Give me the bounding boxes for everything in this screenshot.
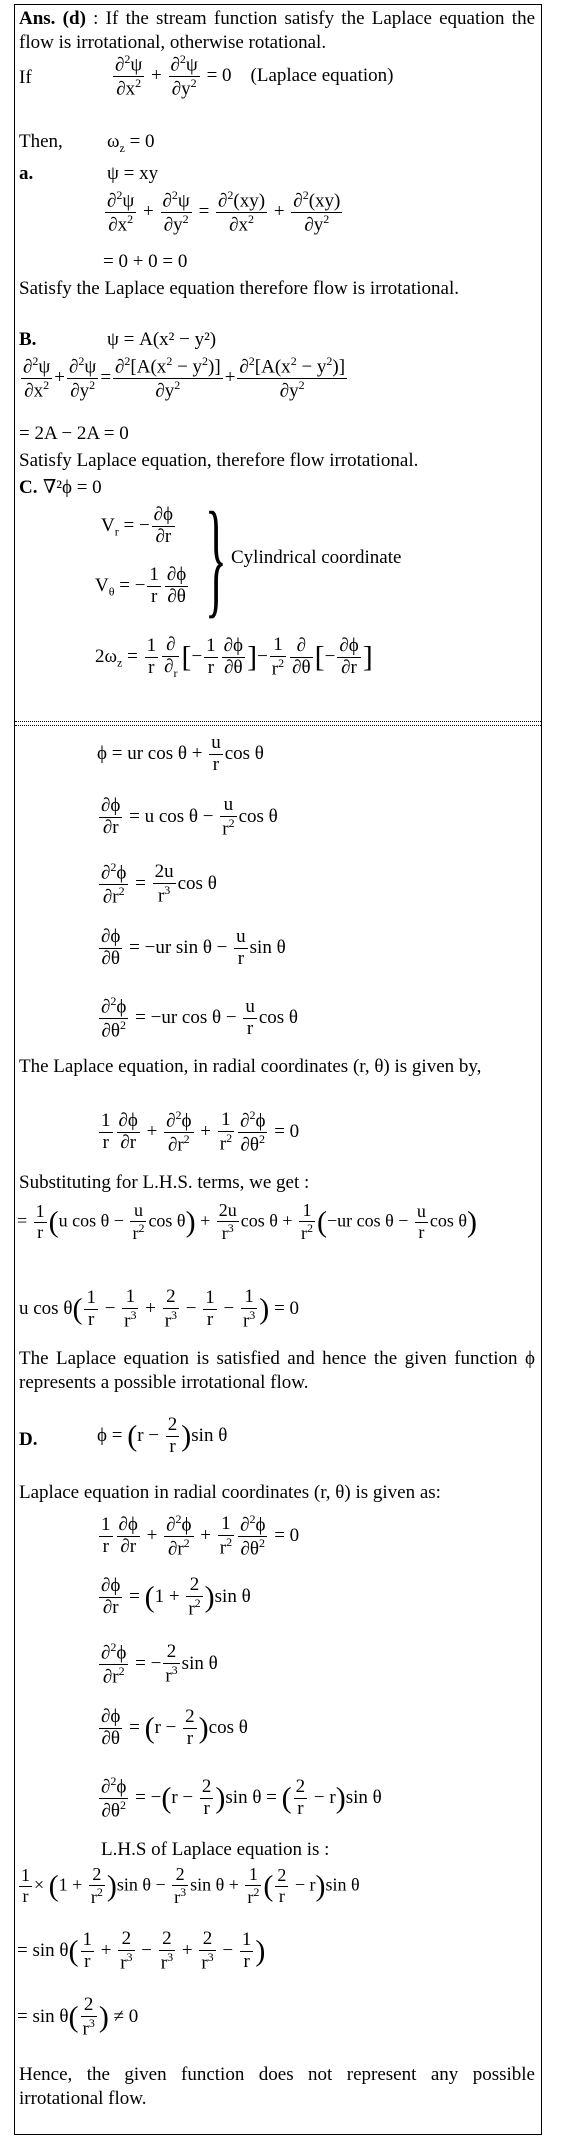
laplace-radial-eq: $\frac{1}{r}$ $\frac{\partial\phi}{\partial r}$ + $\frac{\partial^2\phi}{\partial r^2}$ + $\frac{1}{r^2}$ $\frac{\partial^2\phi}{\partial\theta^2}$ = 0 [101, 1108, 300, 1156]
hence-text: Hence, the given function does not represent any possible irrotational flow. [19, 2064, 535, 2109]
simplified-eq: u cos θ( $\frac{1}{r}$ − $\frac{1}{r^3}$ + $\frac{2}{r^3}$ − $\frac{1}{r}$ − $\frac{1}{r^3}$ ) = 0 [19, 1286, 300, 1332]
d-d2phi-dtheta2: $\frac{\partial^2\phi}{\partial\theta^2}$ = −(r − $\frac{2}{r}$ )sin θ = ( $\frac{2}{r}$ − r)sin θ [101, 1774, 382, 1822]
part-d-label: D. [19, 1429, 38, 1450]
part-c-equation: ∇²ϕ = 0 [43, 477, 102, 498]
d2phi-dr2: $\frac{\partial^2\phi}{\partial r^2}$ = $\frac{2u}{r^3}$ cos θ [101, 860, 217, 908]
d-dphi-dtheta: $\frac{\partial\phi}{\partial\theta}$ = (r − $\frac{2}{r}$ )cos θ [101, 1706, 248, 1749]
dphi-dr: $\frac{\partial\phi}{\partial r}$ = u cos θ − $\frac{u}{r^2}$ cos θ [101, 794, 278, 840]
satisfied-text: The Laplace equation is satisfied and hence the given function ϕ represents a possible irrotational flow. [19, 1348, 535, 1393]
dotted-separator-2 [15, 725, 541, 726]
laplace-radial-eq-2: $\frac{1}{r}$ $\frac{\partial\phi}{\partial r}$ + $\frac{\partial^2\phi}{\partial r^2}$ + $\frac{1}{r^2}$ $\frac{\partial^2\phi}{\partial\theta^2}$ = 0 [101, 1512, 300, 1560]
answer-box [14, 4, 542, 2135]
part-b-laplace: $\frac{\partial^2\psi}{\partial x^2}$ + $\frac{\partial^2\psi}{\partial y^2}$ = $\frac{\partial^2[A(x^2 - y^2)]}{\partial y^2}$ + $\frac{\partial^2[A(x^2 - y^2)]}{\partial y^2}$ [23, 354, 346, 402]
lhs-expression: $\frac{1}{r}$ × (1 + $\frac{2}{r^2}$ )sin θ − $\frac{2}{r^3}$ sin θ + $\frac{1}{r^2}$ ( $\frac{2}{r}$ − r)sin θ [21, 1864, 360, 1907]
substitution-eq: = $\frac{1}{r}$ (u cos θ − $\frac{u}{r^2}$ cos θ) + $\frac{2u}{r^3}$ cos θ + $\frac{1}{r^2}$ (−ur cos θ − $\frac{u}{r}$ cos θ) [17, 1200, 478, 1243]
part-b-psi: ψ = A(x² − y²) [107, 329, 217, 350]
dotted-separator [15, 721, 541, 722]
phi-definition: ϕ = ur cos θ + $\frac{u}{r}$ cos θ [97, 732, 264, 775]
then-equation: $\omega_z = 0$ [107, 131, 155, 155]
cylindrical-label: Cylindrical coordinate [231, 547, 402, 568]
right-brace: } [205, 486, 227, 630]
answer-label: Ans. (d) [19, 8, 86, 29]
part-a-conclusion: Satisfy the Laplace equation therefore flow is irrotational. [19, 278, 460, 299]
dphi-dtheta: $\frac{\partial\phi}{\partial\theta}$ = −ur sin θ − $\frac{u}{r}$ sin θ [101, 926, 286, 969]
intro-paragraph [19, 7, 535, 55]
part-b-label: B. [19, 329, 37, 350]
then-label: Then, [19, 131, 63, 152]
laplace-note: (Laplace equation) [250, 65, 394, 87]
laplace-psi-eq: $\frac{\partial^2\psi}{\partial x^2}$ + $\frac{\partial^2\psi}{\partial y^2}$ = 0 (Laplace equation) [115, 52, 394, 100]
if-label: If [19, 67, 32, 88]
lhs-simplified: = sin θ( $\frac{1}{r}$ + $\frac{2}{r^3}$ − $\frac{2}{r^3}$ + $\frac{2}{r^3}$ − $\frac{1}{r}$ ) [17, 1928, 266, 1974]
part-a-psi: ψ = xy [107, 163, 159, 184]
lhs-final: = sin θ( $\frac{2}{r^3}$ ) ≠ 0 [17, 1994, 139, 2040]
part-a-zero: = 0 + 0 = 0 [103, 251, 188, 272]
omega-z-equation: $2\omega_z$ = $\frac{1}{r}$ $\frac{\partial}{\partial_r}$ [− $\frac{1}{r}$ $\frac{\partial\phi}{\partial\theta}$ ]− $\frac{1}{r^2}$ $\frac{\partial}{\partial\theta}$ [− $\frac{\partial\phi}{\partial r}$ ] [95, 634, 373, 680]
vtheta-equation: $V_\theta$ = − $\frac{1}{r}$ $\frac{\partial\phi}{\partial\theta}$ [95, 564, 187, 607]
part-a-label: a. [19, 163, 34, 184]
vr-equation: $V_r$ = − $\frac{\partial\phi}{\partial r}$ [101, 504, 174, 547]
part-b-conclusion: Satisfy Laplace equation, therefore flow irrotational. [19, 450, 419, 471]
d2phi-dtheta2: $\frac{\partial^2\phi}{\partial\theta^2}$ = −ur cos θ − $\frac{u}{r}$ cos θ [101, 994, 298, 1042]
laplace-radial-intro-2: Laplace equation in radial coordinates (r, θ) is given as: [19, 1482, 441, 1503]
laplace-radial-intro: The Laplace equation, in radial coordinates (r, θ) is given by, [19, 1056, 482, 1077]
part-d-phi: ϕ = (r − $\frac{2}{r}$ )sin θ [97, 1414, 228, 1457]
substituting-text: Substituting for L.H.S. terms, we get : [19, 1172, 310, 1193]
intro-text: : If the stream function satisfy the Laplace equation the flow is irrotational, otherwise rotational. [19, 8, 535, 53]
part-b-result: = 2A − 2A = 0 [19, 423, 129, 444]
lhs-label: L.H.S of Laplace equation is : [101, 1839, 330, 1860]
part-c-label: C. [19, 477, 38, 498]
d-d2phi-dr2: $\frac{\partial^2\phi}{\partial r^2}$ = − $\frac{2}{r^3}$ sin θ [101, 1640, 218, 1688]
part-a-laplace: $\frac{\partial^2\psi}{\partial x^2}$ + $\frac{\partial^2\psi}{\partial y^2}$ = $\frac{\partial^2(xy)}{\partial x^2}$ + $\frac{\partial^2(xy)}{\partial y^2}$ [107, 188, 341, 236]
d-dphi-dr: $\frac{\partial\phi}{\partial r}$ = (1 + $\frac{2}{r^2}$ )sin θ [101, 1574, 251, 1620]
